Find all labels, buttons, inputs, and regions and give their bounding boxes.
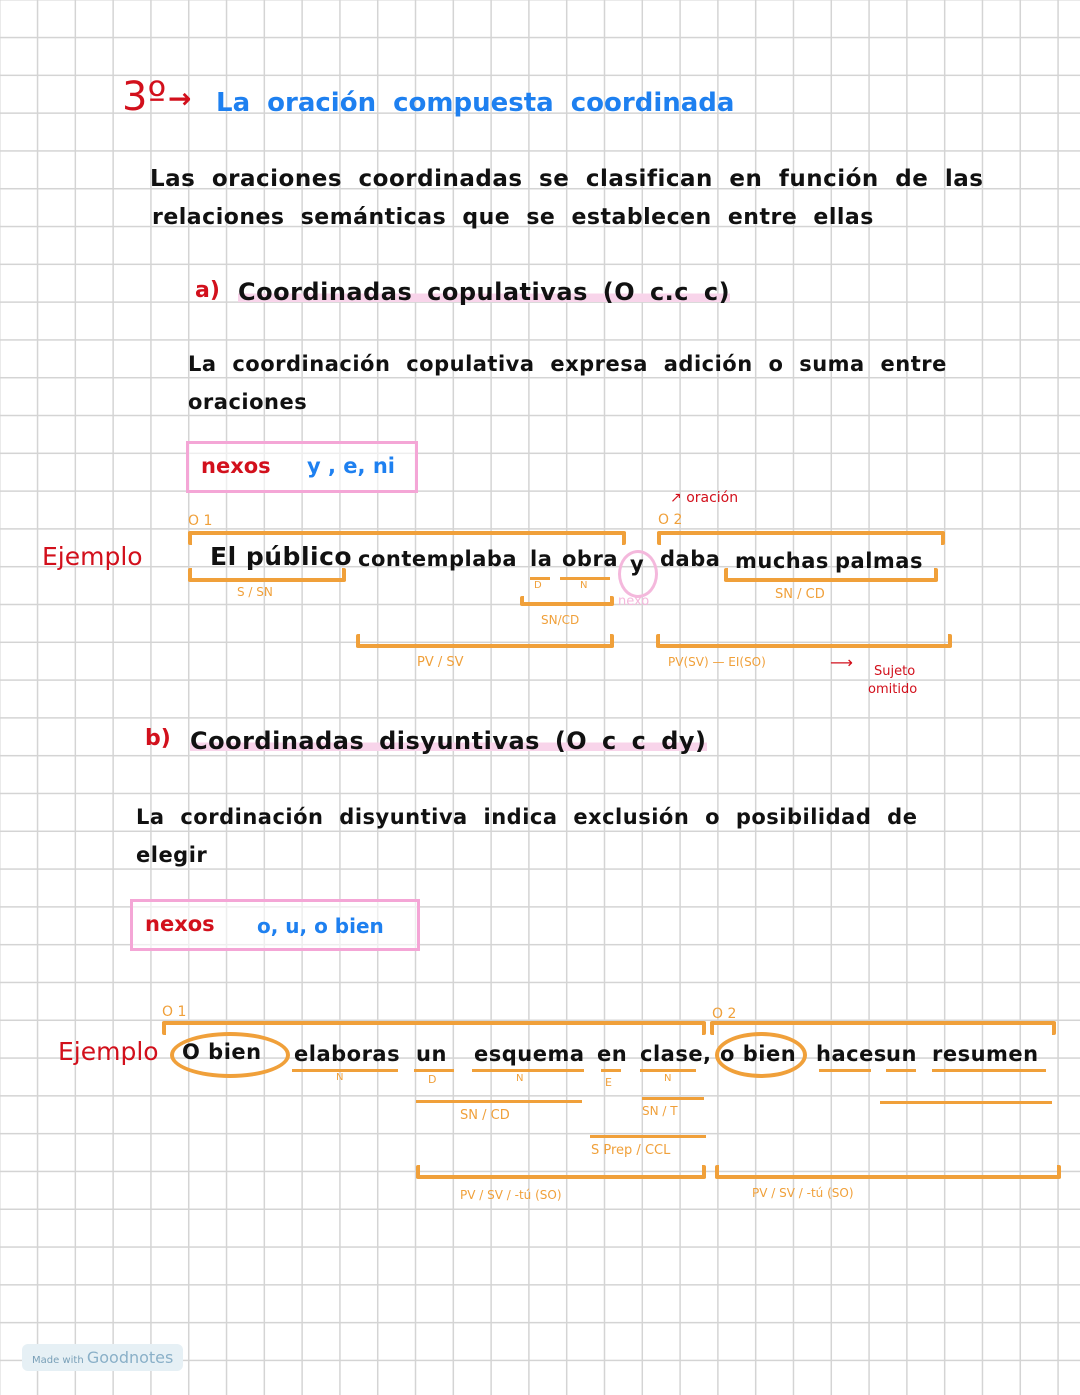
section-b-text-1: La cordinación disyuntiva indica exclusión o posibilidad de bbox=[136, 805, 918, 829]
underline-haces bbox=[819, 1069, 871, 1072]
example-label-a: Ejemplo bbox=[42, 542, 143, 571]
label-n2: N bbox=[516, 1073, 524, 1084]
nexos-box-b bbox=[130, 899, 420, 951]
label-sncd2: SN / CD bbox=[775, 587, 825, 602]
word-en: en bbox=[597, 1042, 628, 1066]
word-obra: obra bbox=[562, 547, 618, 571]
title-text: Coordinadas disyuntivas bbox=[190, 727, 540, 755]
underline-en bbox=[601, 1069, 621, 1072]
word-palmas: palmas bbox=[835, 549, 923, 573]
goodnotes-badge bbox=[22, 1344, 183, 1371]
label-e: E bbox=[605, 1076, 612, 1089]
word-daba: daba bbox=[660, 547, 721, 571]
word-contemplaba: contemplaba bbox=[358, 547, 518, 571]
label-pv2: PV(SV) — EI(SO) bbox=[668, 655, 766, 669]
nexos-label: nexos bbox=[145, 912, 215, 936]
arrow-omitted-icon: ⟶ bbox=[830, 653, 853, 672]
label-d: D bbox=[428, 1073, 437, 1086]
underline-snt bbox=[642, 1097, 704, 1100]
intro-line-2: relaciones semánticas que se establecen entre ellas bbox=[152, 205, 874, 230]
underline-sn-resumen bbox=[880, 1101, 1052, 1104]
bracket-pv2 bbox=[656, 634, 952, 648]
word-el-publico: El público bbox=[210, 542, 353, 571]
o2-label: O 2 bbox=[712, 1006, 737, 1022]
title-text: Coordinadas copulativas bbox=[238, 278, 588, 306]
label-omitted-2: omitido bbox=[868, 682, 918, 697]
label-n1: N bbox=[336, 1072, 344, 1083]
word-haces: haces bbox=[816, 1042, 887, 1066]
underline-esquema bbox=[472, 1069, 584, 1072]
section-a-letter: a) bbox=[195, 278, 220, 303]
title-abbr: (O c.c c) bbox=[602, 278, 731, 306]
word-muchas: muchas bbox=[735, 549, 829, 573]
o1-label: O 1 bbox=[162, 1004, 187, 1020]
label-s-sn: S / SN bbox=[237, 585, 273, 599]
label-nexo: nexo bbox=[618, 594, 650, 609]
bracket-s bbox=[188, 568, 346, 582]
label-sncd: SN / CD bbox=[460, 1108, 510, 1123]
oracion-note: ↗ oración bbox=[670, 490, 739, 506]
made-with-text: Made with bbox=[32, 1355, 84, 1366]
underline-resumen bbox=[932, 1069, 1046, 1072]
word-clase: clase, bbox=[640, 1042, 712, 1066]
oracion-text: oración bbox=[686, 490, 739, 506]
label-snt: SN / T bbox=[642, 1104, 678, 1118]
word-o-bien-1: O bien bbox=[182, 1040, 262, 1064]
section-b-letter: b) bbox=[145, 726, 171, 751]
intro-line-1: Las oraciones coordinadas se clasifican en función de las bbox=[150, 166, 984, 192]
bracket-sncd bbox=[520, 596, 614, 606]
underline-elaboras bbox=[292, 1069, 398, 1072]
section-b-title bbox=[190, 727, 707, 755]
title-abbr: (O c c dy) bbox=[554, 727, 707, 755]
label-d: D bbox=[534, 580, 542, 591]
word-un-2: un bbox=[886, 1042, 917, 1066]
bracket-sncd2 bbox=[724, 568, 938, 582]
underline-un-2 bbox=[886, 1069, 916, 1072]
nexos-label: nexos bbox=[201, 454, 271, 478]
nexos-box-a bbox=[186, 441, 418, 493]
page-title: La oración compuesta coordinada bbox=[216, 88, 735, 118]
label-pv2: PV / SV / -tú (SO) bbox=[752, 1186, 854, 1200]
word-y: y bbox=[630, 552, 645, 576]
underline-un bbox=[414, 1069, 454, 1072]
word-la: la bbox=[530, 547, 553, 571]
bracket-pv1 bbox=[416, 1165, 706, 1179]
word-o-bien-2: o bien bbox=[720, 1042, 797, 1066]
nexos-values: y , e, ni bbox=[307, 454, 395, 478]
label-pv1: PV / SV / -tú (SO) bbox=[460, 1188, 562, 1202]
section-a-title bbox=[238, 278, 730, 306]
underline-sncd bbox=[416, 1100, 582, 1103]
underline-clase bbox=[640, 1069, 696, 1072]
example-label-b: Ejemplo bbox=[58, 1037, 159, 1066]
word-esquema: esquema bbox=[474, 1042, 585, 1066]
bracket-pv2 bbox=[715, 1165, 1061, 1179]
section-a-text-2: oraciones bbox=[188, 390, 308, 414]
arrow-icon: → bbox=[168, 82, 192, 115]
section-a-text-1: La coordinación copulativa expresa adición o suma entre bbox=[188, 352, 947, 376]
underline-sprep bbox=[590, 1135, 706, 1138]
label-sncd: SN/CD bbox=[541, 613, 580, 627]
label-pv1: PV / SV bbox=[417, 655, 464, 670]
label-n3: N bbox=[664, 1073, 672, 1084]
word-un-1: un bbox=[416, 1042, 447, 1066]
label-n: N bbox=[580, 580, 588, 591]
section-number: 3º bbox=[122, 74, 167, 120]
label-sprep: S Prep / CCL bbox=[591, 1143, 671, 1158]
bracket-o2 bbox=[657, 531, 945, 545]
nexos-values: o, u, o bien bbox=[257, 914, 384, 938]
brand-text: Goodnotes bbox=[86, 1348, 174, 1367]
o1-label: O 1 bbox=[188, 513, 213, 529]
bracket-pv1 bbox=[356, 634, 614, 648]
section-b-text-2: elegir bbox=[136, 843, 208, 867]
label-omitted-1: Sujeto bbox=[874, 664, 916, 679]
word-resumen: resumen bbox=[932, 1042, 1039, 1066]
word-elaboras: elaboras bbox=[294, 1042, 401, 1066]
o2-label: O 2 bbox=[658, 512, 683, 528]
